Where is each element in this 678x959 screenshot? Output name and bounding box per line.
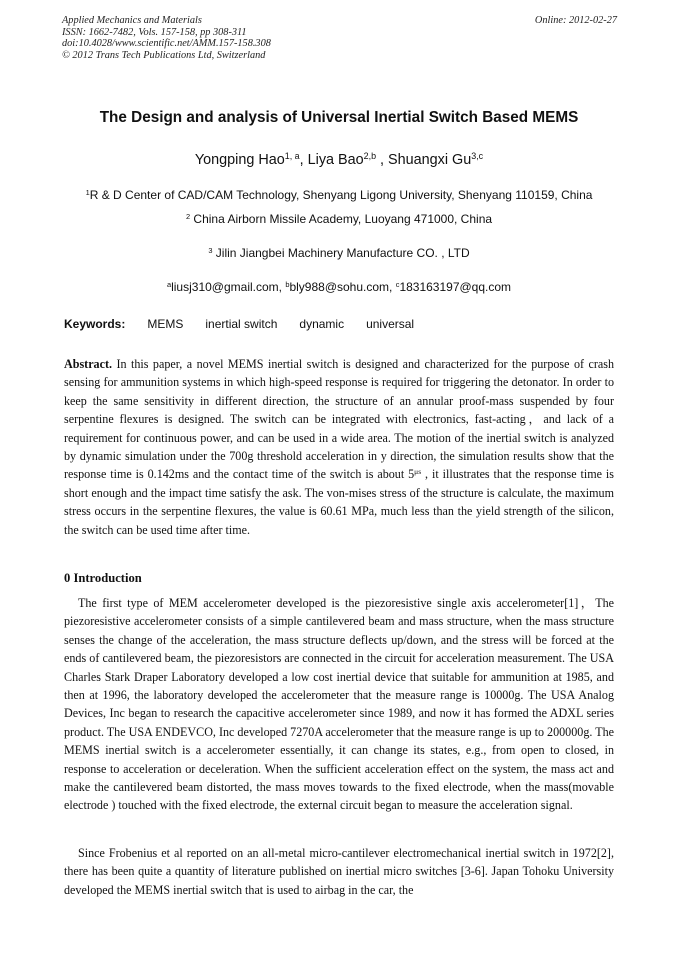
author-separator: ,: [299, 152, 308, 168]
email-link[interactable]: liusj310@gmail.com,: [171, 280, 286, 294]
email-sup: a: [166, 279, 172, 289]
affil-text: Jilin Jiangbei Machinery Manufacture CO. , LTD: [212, 246, 470, 260]
affiliation-2: [0, 212, 678, 226]
author-affil-sup: 2,b: [363, 151, 377, 162]
unit-superscript: μs: [414, 467, 422, 477]
author-name: Yongping Hao: [194, 152, 285, 168]
email-sup: c: [395, 279, 400, 289]
abstract-text: , it illustrates that the response time is short enough and the impact time satisfy the ask. The von-mises stress of the structure is calculate, the maximum stress occurs in the serpentine flexures, the value is 60.61 MPa, much less than the yield strength of the silicon, the switch can be used time after time.: [64, 467, 615, 537]
keyword: MEMS: [147, 317, 184, 331]
author-name: Liya Bao: [307, 152, 364, 168]
affil-sup: 1: [85, 187, 90, 197]
keywords-line: [64, 317, 414, 331]
email-list: [0, 280, 678, 294]
keyword: dynamic: [299, 317, 345, 331]
affiliation-3: [0, 246, 678, 260]
intro-paragraph-2: Since Frobenius et al reported on an all-metal micro-cantilever electromechanical inertial switch in 1972[2], there has been quite a quantity of literature published on inertial micro switches [3-6]. Japan Tohoku University developed the MEMS inertial switch that is used to airbag in the car, the: [64, 846, 614, 897]
author-affil-sup: 3,c: [471, 151, 484, 162]
abstract-text: In this paper, a novel MEMS inertial switch is designed and characterized for the purpose of crash sensing for ammunition systems in which high-speed response is required for triggering the detonator. In order to keep the same sensitivity in different direction, the structure of an annular proof-mass suspended by four serpentine flexures is designed. The switch can be integrated with electronics, fast-acting，and lack of a requirement for continuous power, and can be used in a wide area. The motion of the inertial switch is analyzed by dynamic simulation under the 700g threshold acceleration in y direction, the simulation results show that the response time is 0.142ms and the contact time of the switch is about 5: [64, 357, 614, 482]
keyword: universal: [366, 317, 415, 331]
affiliation-1: [0, 188, 678, 202]
issn-line: ISSN: 1662-7482, Vols. 157-158, pp 308-311: [62, 26, 247, 38]
author-name: Shuangxi Gu: [388, 152, 472, 168]
journal-header: [62, 15, 617, 61]
affil-text: R & D Center of CAD/CAM Technology, Shenyang Ligong University, Shenyang 110159, China: [89, 188, 593, 202]
intro-paragraph-1: The first type of MEM accelerometer developed is the piezoresistive single axis accelerometer[1]，The piezoresistive accelerometer consists of a simple cantilevered beam and mass structure, when the mass structure senses the change of the acceleration, the mass structure deflects up/down, and the stress will be forced at the ends of cantilevered beam, the piezoresistors are connected in the circuit for acceleration measurement. The USA Charles Stark Draper Laboratory developed a low cost inertial device that suitable for ammunition at 1985, and then at 1996, the laboratory developed the accelerometer that the measure range is 10000g. The USA Analog Devices, Inc began to research the capacitive accelerometer since 1989, and now it has formed the ADXL series product. The USA ENDEVCO, Inc developed 7270A accelerometer that the measure range is up to 200000g. The MEMS inertial switch is a accelerometer essentially, it can change its states, e.g., from open to closed, in response to acceleration or deceleration. When the sufficient acceleration effect on the system, the mass act and make the cantilevered beam distorted, the mass moves towards to the fixed electrode, when the mass(movable electrode ) touched with the fixed electrode, the external circuit began to measure the acceleration signal.: [64, 596, 615, 813]
journal-name: Applied Mechanics and Materials: [62, 15, 202, 26]
keyword: inertial switch: [205, 317, 278, 331]
email-link[interactable]: 183163197@qq.com: [399, 280, 512, 294]
online-date: Online: 2012-02-27: [534, 15, 617, 26]
doi-line: doi:10.4028/www.scientific.net/AMM.157-158.308: [62, 38, 271, 49]
affil-sup: 2: [185, 211, 191, 221]
copyright-line: © 2012 Trans Tech Publications Ltd, Switzerland: [62, 49, 266, 61]
abstract-label: Abstract.: [64, 357, 113, 371]
abstract-paragraph: [64, 355, 614, 539]
affil-sup: 3: [208, 245, 213, 255]
email-sup: b: [285, 279, 290, 289]
author-affil-sup: 1, a: [284, 151, 300, 162]
section-heading: 0 Introduction: [64, 571, 142, 585]
email-link[interactable]: bly988@sohu.com,: [289, 280, 396, 294]
keywords-label: Keywords:: [64, 317, 126, 331]
paper-title: The Design and analysis of Universal Inertial Switch Based MEMS: [99, 109, 579, 126]
affil-text: China Airborn Missile Academy, Luoyang 471000, China: [190, 212, 493, 226]
author-separator: ,: [376, 152, 389, 168]
author-list: [0, 152, 678, 168]
